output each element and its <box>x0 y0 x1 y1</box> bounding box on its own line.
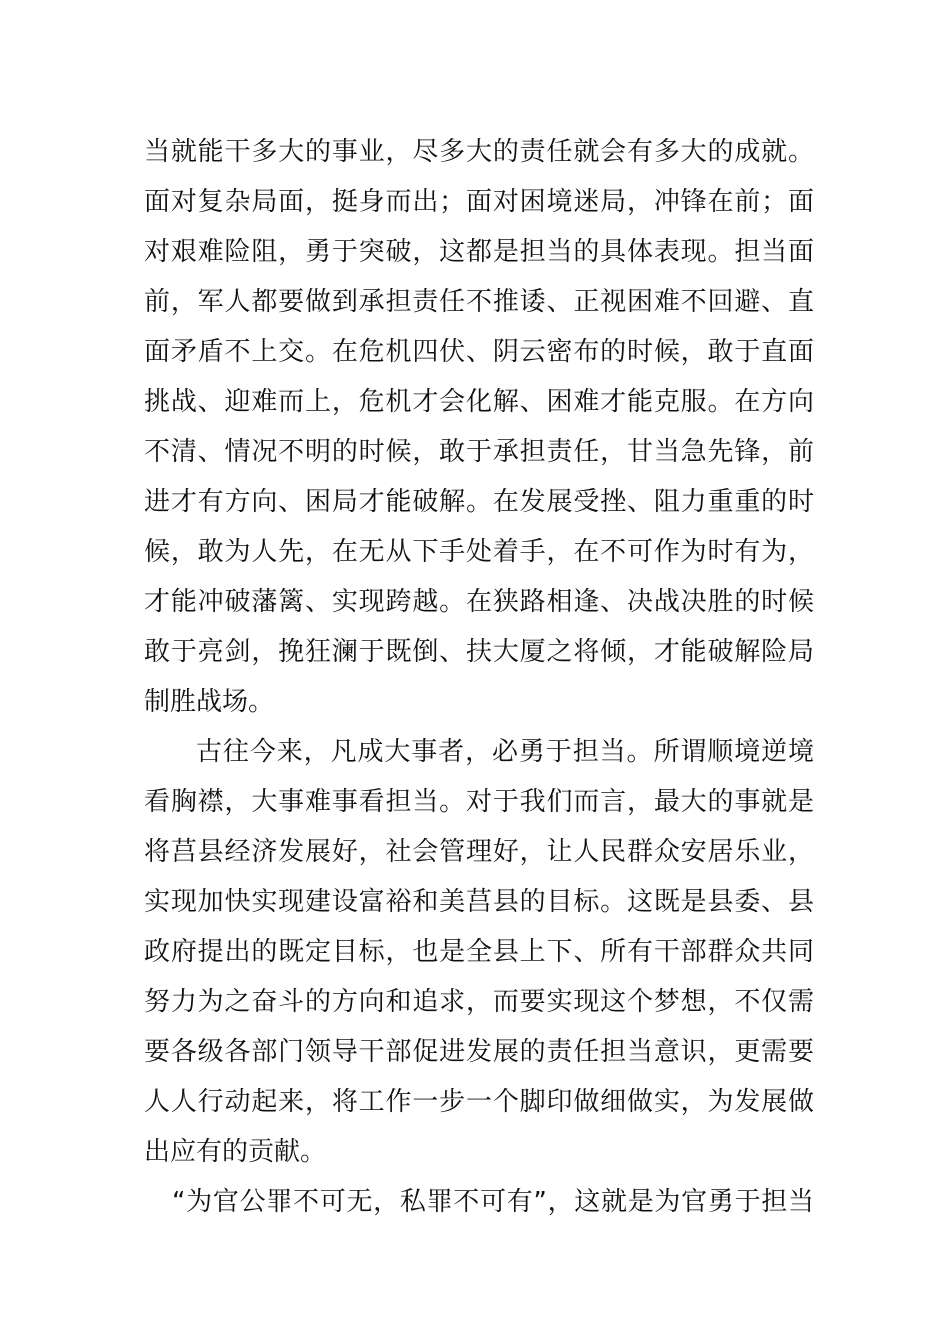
text-line: 敢于亮剑，挽狂澜于既倒、扶大厦之将倾，才能破解险局 <box>144 637 814 667</box>
text-line: 对艰难险阻，勇于突破，这都是担当的具体表现。担当面 <box>144 237 814 267</box>
text-line: 将莒县经济发展好，社会管理好，让人民群众安居乐业， <box>144 837 814 867</box>
text-line: 政府提出的既定目标，也是全县上下、所有干部群众共同 <box>144 937 814 967</box>
paragraph-3 <box>144 1177 814 1227</box>
text-line: 人人行动起来，将工作一步一个脚印做细做实，为发展做 <box>144 1087 814 1117</box>
text-line: 制胜战场。 <box>144 687 275 717</box>
text-line: 要各级各部门领导干部促进发展的责任担当意识，更需要 <box>144 1037 814 1067</box>
paragraph-2 <box>144 727 814 1177</box>
text-line: 出应有的贡献。 <box>144 1137 327 1167</box>
text-line: 不清、情况不明的时候，敢于承担责任，甘当急先锋，前 <box>144 437 814 467</box>
text-line: 面对复杂局面，挺身而出；面对困境迷局，冲锋在前；面 <box>144 187 814 217</box>
text-line: 努力为之奋斗的方向和追求，而要实现这个梦想，不仅需 <box>144 987 814 1017</box>
text-line: 当就能干多大的事业，尽多大的责任就会有多大的成就。 <box>144 137 814 167</box>
text-line: 古往今来，凡成大事者，必勇于担当。所谓顺境逆境 <box>196 737 814 767</box>
text-line: 前，军人都要做到承担责任不推诿、正视困难不回避、直 <box>144 287 814 317</box>
text-line: 候，敢为人先，在无从下手处着手，在不可作为时有为， <box>144 537 814 567</box>
text-line: 挑战、迎难而上，危机才会化解、困难才能克服。在方向 <box>144 387 814 417</box>
text-line: “为官公罪不可无，私罪不可有”，这就是为官勇于担当 <box>172 1187 814 1217</box>
text-line: 看胸襟，大事难事看担当。对于我们而言，最大的事就是 <box>144 787 814 817</box>
text-line: 面矛盾不上交。在危机四伏、阴云密布的时候，敢于直面 <box>144 337 814 367</box>
text-line: 进才有方向、困局才能破解。在发展受挫、阻力重重的时 <box>144 487 814 517</box>
text-line: 才能冲破藩篱、实现跨越。在狭路相逢、决战决胜的时候 <box>144 587 814 617</box>
paragraph-1 <box>144 127 814 727</box>
body-text <box>144 127 814 1227</box>
text-line: 实现加快实现建设富裕和美莒县的目标。这既是县委、县 <box>144 887 814 917</box>
